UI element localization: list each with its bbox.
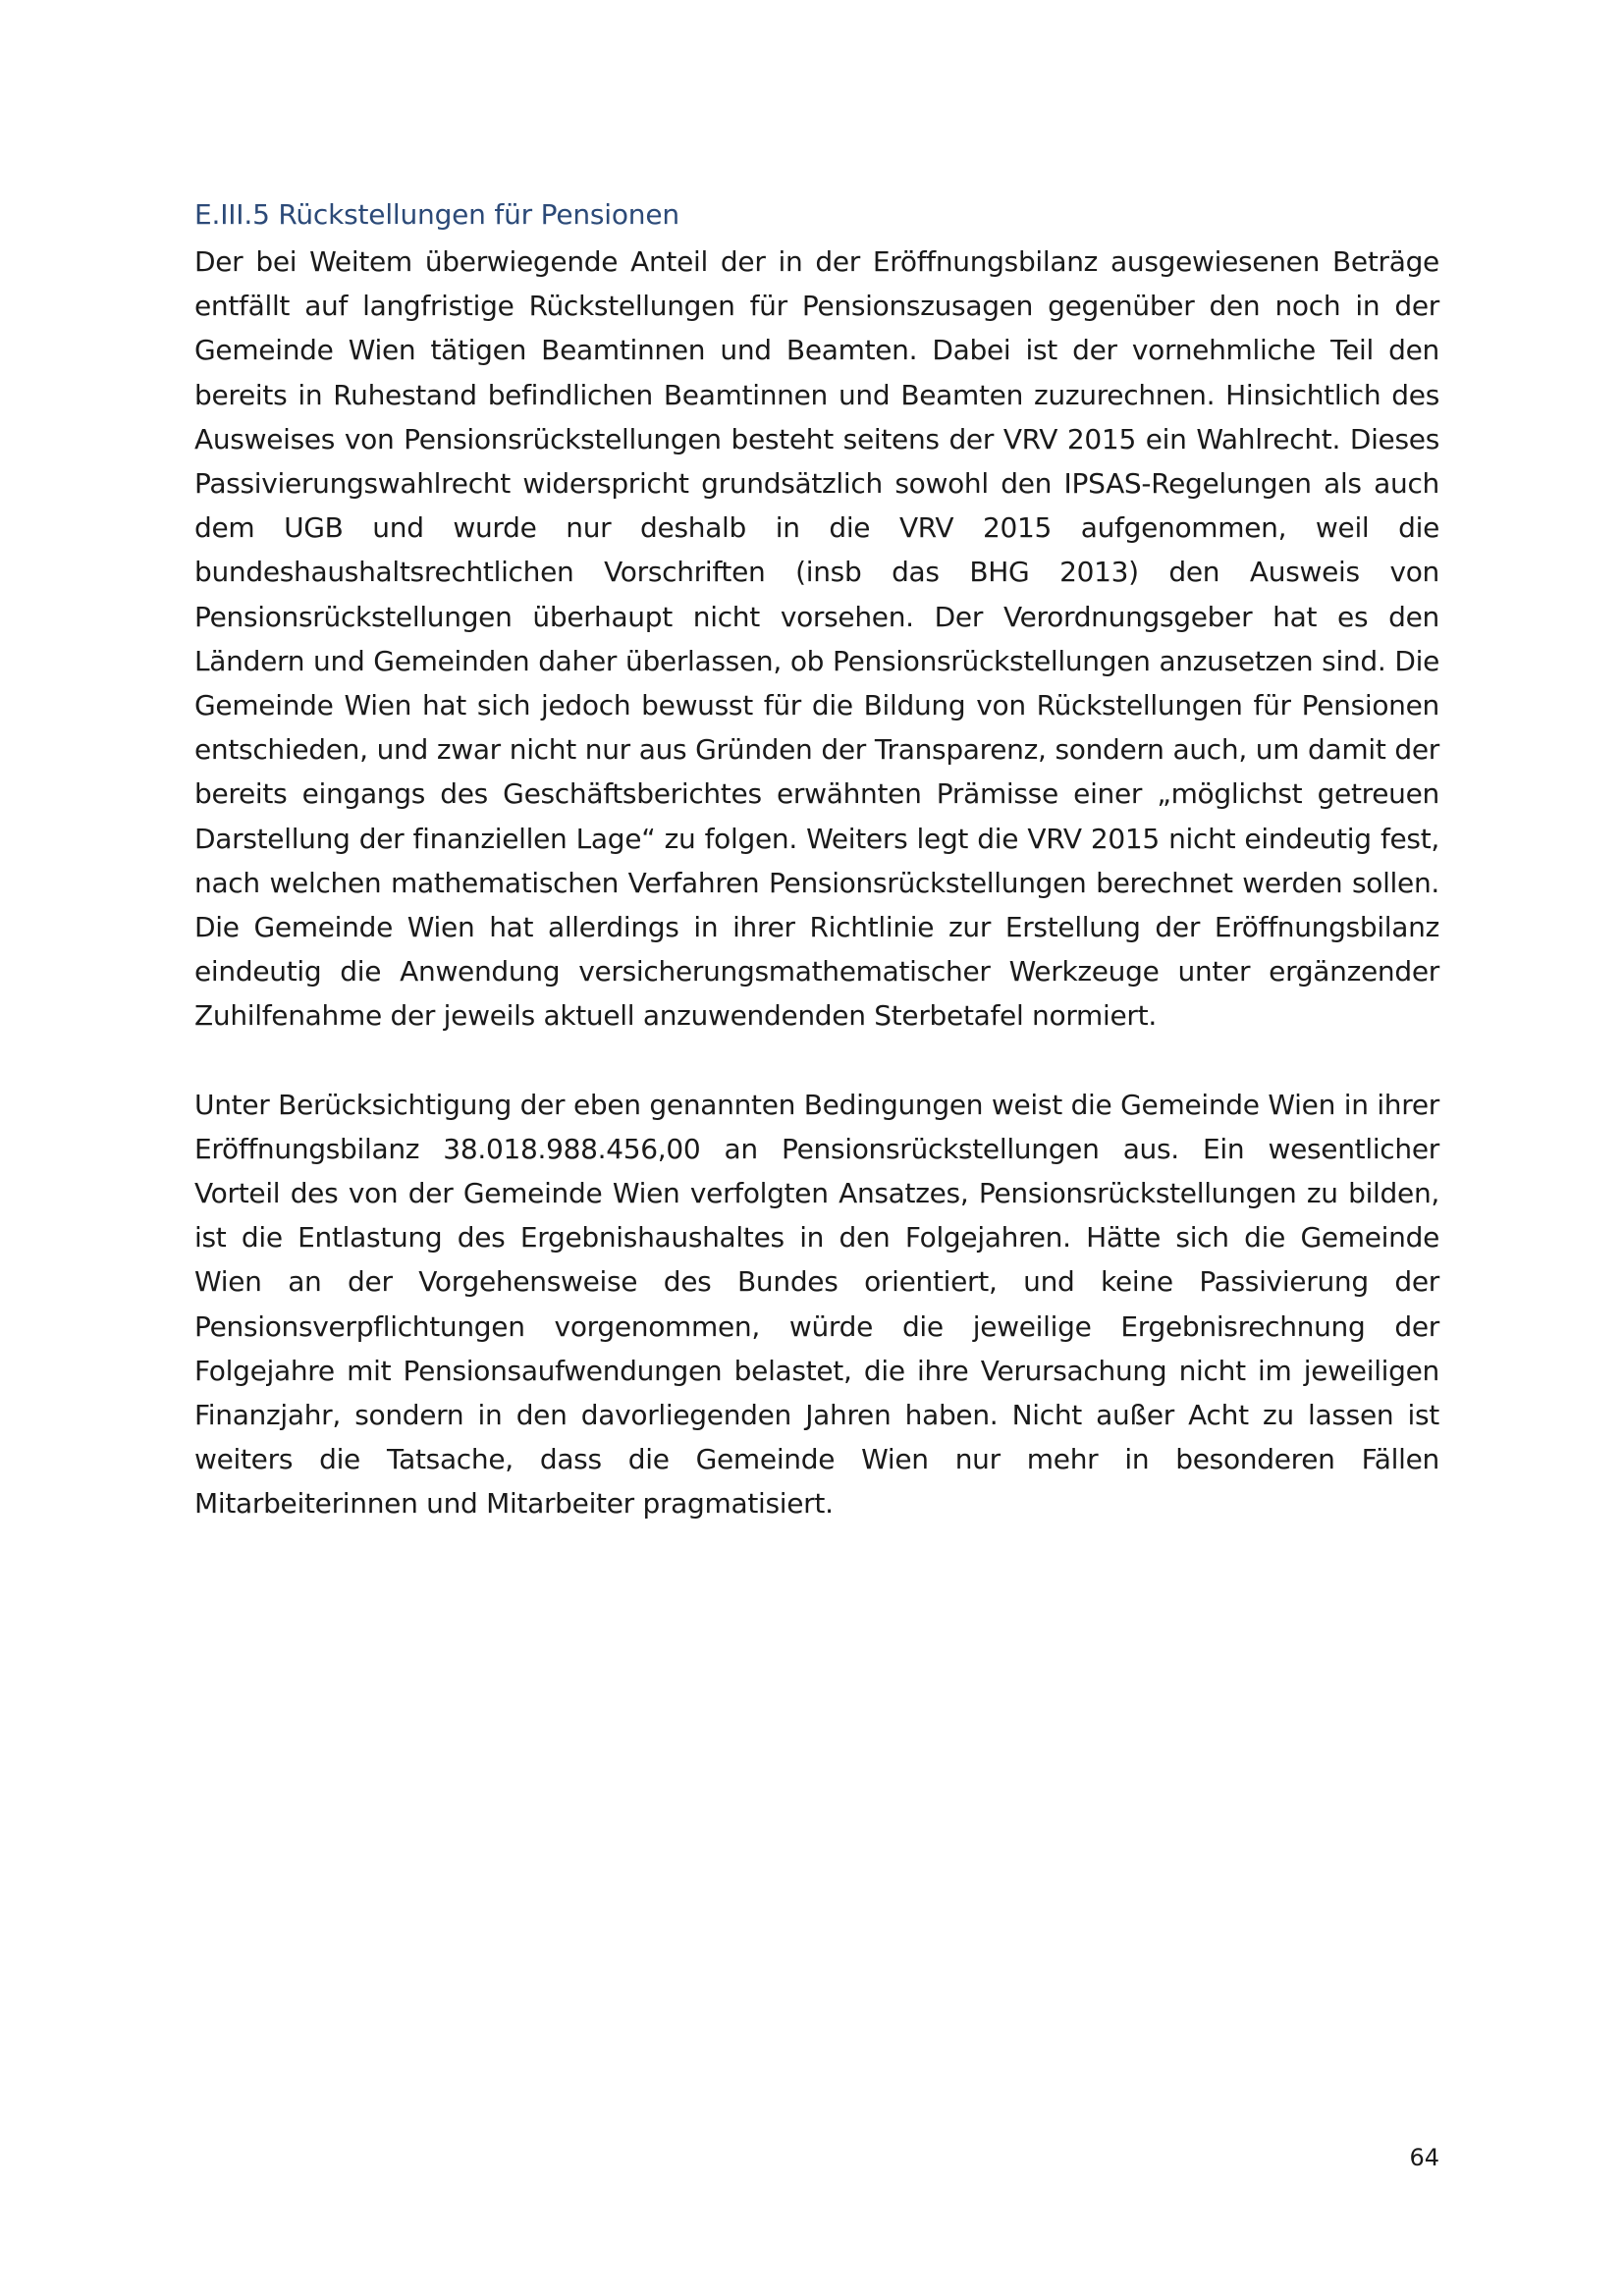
page-content — [194, 194, 1439, 1526]
section-heading: E.III.5 Rückstellungen für Pensionen — [194, 198, 679, 231]
body-paragraph-pension-provisions: Der bei Weitem überwiegende Anteil der in der Eröffnungsbilanz ausgewiesenen Beträge entfällt auf langfristige Rückstellungen für Pensionszusagen gegenüber den noch in der Gemeinde Wien tätigen Beamtinnen und Beamten. Dabei ist der vornehmliche Teil den bereits in Ruhestand befindlichen Beamtinnen und Beamten zuzurechnen. Hinsichtlich des Ausweises von Pensionsrückstellungen besteht seitens der VRV 2015 ein Wahlrecht. Dieses Passivierungswahlrecht widerspricht grundsätzlich sowohl den IPSAS-Regelungen als auch dem UGB und wurde nur deshalb in die VRV 2015 aufgenommen, weil die bundeshaushaltsrechtlichen Vorschriften (insb das BHG 2013) den Ausweis von Pensionsrückstellungen überhaupt nicht vorsehen. Der Verordnungsgeber hat es den Ländern und Gemeinden daher überlassen, ob Pensionsrückstellungen anzusetzen sind. Die Gemeinde Wien hat sich jedoch bewusst für die Bildung von Rückstellungen für Pensionen entschieden, und zwar nicht nur aus Gründen der Transparenz, sondern auch, um damit der bereits eingangs des Geschäftsberichtes erwähnten Prämisse einer „möglichst getreuen Darstellung der finanziellen Lage“ zu folgen. Weiters legt die VRV 2015 nicht eindeutig fest, nach welchen mathematischen Verfahren Pensionsrückstellungen berechnet werden sollen. Die Gemeinde Wien hat allerdings in ihrer Richtlinie zur Erstellung der Eröffnungsbilanz eindeutig die Anwendung versicherungsmathematischer Werkzeuge unter ergänzender Zuhilfenahme der jeweils aktuell anzuwendenden Sterbetafel normiert. — [194, 245, 1439, 1033]
page-number: 64 — [1409, 2144, 1439, 2171]
body-paragraph-opening-balance: Unter Berücksichtigung der eben genannten Bedingungen weist die Gemeinde Wien in ihrer Eröffnungsbilanz 38.018.988.456,00 an Pensionsrückstellungen aus. Ein wesentlicher Vorteil des von der Gemeinde Wien verfolgten Ansatzes, Pensionsrückstellungen zu bilden, ist die Entlastung des Ergebnishaushaltes in den Folgejahren. Hätte sich die Gemeinde Wien an der Vorgehensweise des Bundes orientiert, und keine Passivierung der Pensionsverpflichtungen vorgenommen, würde die jeweilige Ergebnisrechnung der Folgejahre mit Pensionsaufwendungen belastet, die ihre Verursachung nicht im jeweiligen Finanzjahr, sondern in den davorliegenden Jahren haben. Nicht außer Acht zu lassen ist weiters die Tatsache, dass die Gemeinde Wien nur mehr in besonderen Fällen Mitarbeiterinnen und Mitarbeiter pragmatisiert. — [194, 1088, 1439, 1521]
